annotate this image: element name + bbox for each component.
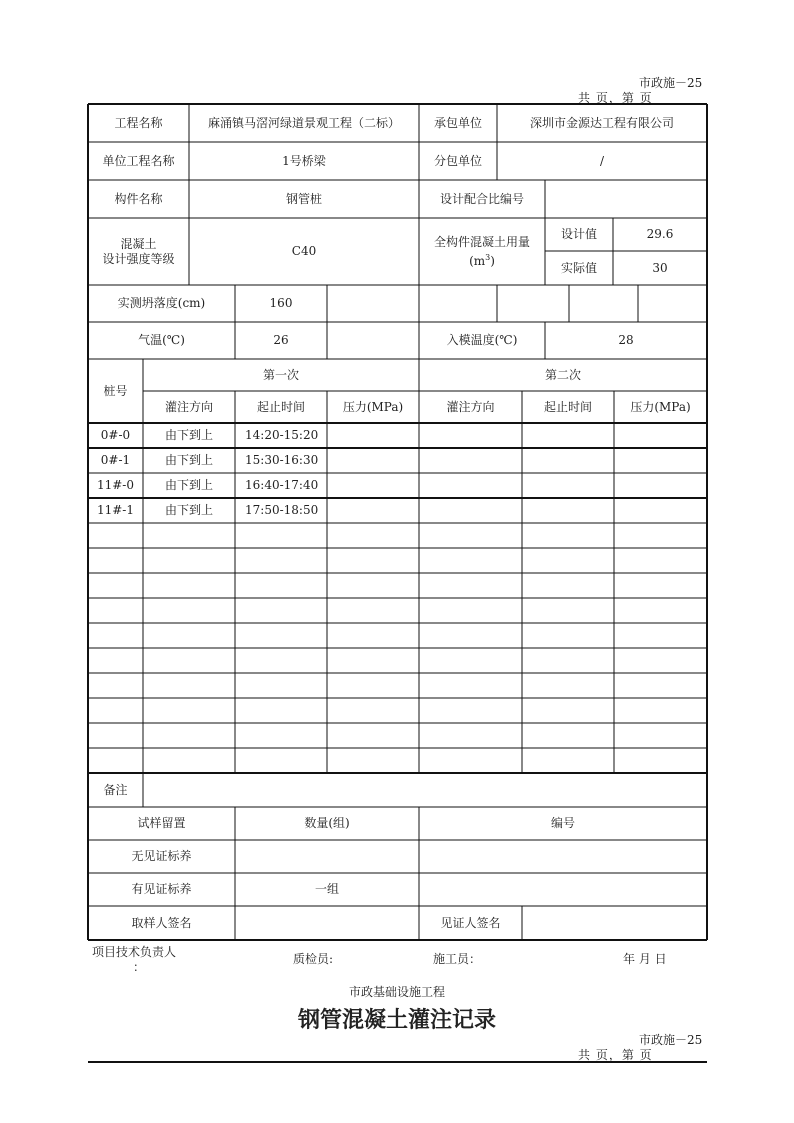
first-time-header: 起止时间 — [256, 399, 305, 414]
table-row-pile: 11#-1 — [96, 503, 134, 517]
unit-project-value: 1号桥梁 — [282, 153, 326, 168]
concrete-volume-label — [419, 218, 545, 285]
member-name-label: 构件名称 — [114, 191, 163, 206]
witness-curing-label: 有见证标养 — [131, 882, 192, 896]
builder-label: 施工员： — [433, 952, 482, 966]
page-counter: 共 页，第 页 — [578, 91, 653, 105]
no-witness-curing-label: 无见证标养 — [131, 849, 192, 863]
actual-value-label: 实际值 — [560, 260, 597, 275]
member-name-value: 钢管桩 — [285, 191, 322, 206]
table-row-pile: 0#-1 — [100, 453, 131, 467]
subcontractor-label: 分包单位 — [433, 153, 482, 168]
table-row-time: 15:30-16:30 — [245, 453, 319, 467]
sample-qty-header: 数量(组) — [304, 816, 350, 830]
concrete-volume-label-line2: $(m^3)$ — [469, 252, 495, 268]
table-row-time: 14:20-15:20 — [245, 428, 319, 442]
sample-number-header: 编号 — [550, 816, 575, 830]
pile-no-header: 桩号 — [103, 383, 128, 398]
mold-temp-value: 28 — [618, 333, 634, 347]
quality-inspector-label: 质检员: — [293, 952, 334, 966]
contractor-value: 深圳市金源达工程有限公司 — [529, 115, 674, 130]
tech-lead-label: 项目技术负责人 — [92, 945, 177, 959]
project-name-value: 麻涌镇马滘河绿道景观工程（二标） — [207, 115, 400, 130]
sample-label: 试样留置 — [137, 816, 186, 830]
table-row-direction: 由下到上 — [164, 503, 213, 517]
subcontractor-value: / — [599, 153, 605, 168]
table-row-direction: 由下到上 — [164, 478, 213, 492]
strength-grade-value: C40 — [291, 244, 317, 258]
table-row-direction: 由下到上 — [164, 428, 213, 442]
table-row-pile: 11#-0 — [96, 478, 134, 492]
slump-value: 160 — [269, 296, 293, 310]
project-name-label: 工程名称 — [114, 115, 163, 130]
table-row-pile: 0#-0 — [100, 428, 131, 442]
air-temp-value: 26 — [273, 333, 289, 347]
sampler-signature-label: 取样人签名 — [131, 915, 192, 930]
second-time-header: 起止时间 — [543, 399, 592, 414]
actual-value: 30 — [652, 260, 668, 275]
second-pressure-header: 压力(MPa) — [630, 399, 691, 414]
remarks-label: 备注 — [103, 782, 128, 797]
table-row-time: 16:40-17:40 — [245, 478, 319, 492]
air-temp-label: 气温(℃) — [138, 333, 185, 347]
footer-page-counter: 共 页，第 页 — [578, 1048, 653, 1062]
table-row-direction: 由下到上 — [164, 453, 213, 467]
date-label: 年 月 日 — [623, 952, 667, 966]
mix-number-value — [545, 180, 707, 218]
first-pressure-header: 压力(MPa) — [342, 399, 404, 414]
unit-project-label: 单位工程名称 — [102, 153, 175, 168]
tech-lead-colon: ： — [133, 960, 146, 974]
form-code: 市政施－25 — [639, 76, 703, 90]
design-value-label: 设计值 — [560, 227, 597, 241]
no-witness-curing-qty — [235, 840, 419, 873]
strength-grade-label-line2: 设计强度等级 — [102, 251, 175, 266]
mix-number-label: 设计配合比编号 — [439, 191, 524, 206]
footer-form-code: 市政施－25 — [639, 1033, 703, 1047]
mold-temp-label: 入模温度(℃) — [446, 333, 518, 347]
document-title: 钢管混凝土灌注记录 — [297, 1008, 496, 1033]
contractor-label: 承包单位 — [433, 115, 482, 130]
document-subtitle: 市政基础设施工程 — [348, 985, 445, 999]
strength-grade-label-line1: 混凝土 — [120, 236, 157, 251]
first-direction-header: 灌注方向 — [164, 399, 213, 414]
design-value: 29.6 — [646, 227, 674, 241]
concrete-volume-label-line1: 全构件混凝土用量 — [433, 234, 530, 249]
second-direction-header: 灌注方向 — [446, 399, 495, 414]
slump-label: 实测坍落度(cm) — [117, 296, 206, 310]
witness-curing-qty: 一组 — [314, 882, 339, 896]
first-pour-header: 第一次 — [262, 367, 299, 382]
witness-signature-label: 见证人签名 — [440, 915, 501, 930]
strength-grade-label — [88, 218, 189, 285]
second-pour-header: 第二次 — [544, 367, 581, 382]
table-row-time: 17:50-18:50 — [245, 503, 319, 517]
